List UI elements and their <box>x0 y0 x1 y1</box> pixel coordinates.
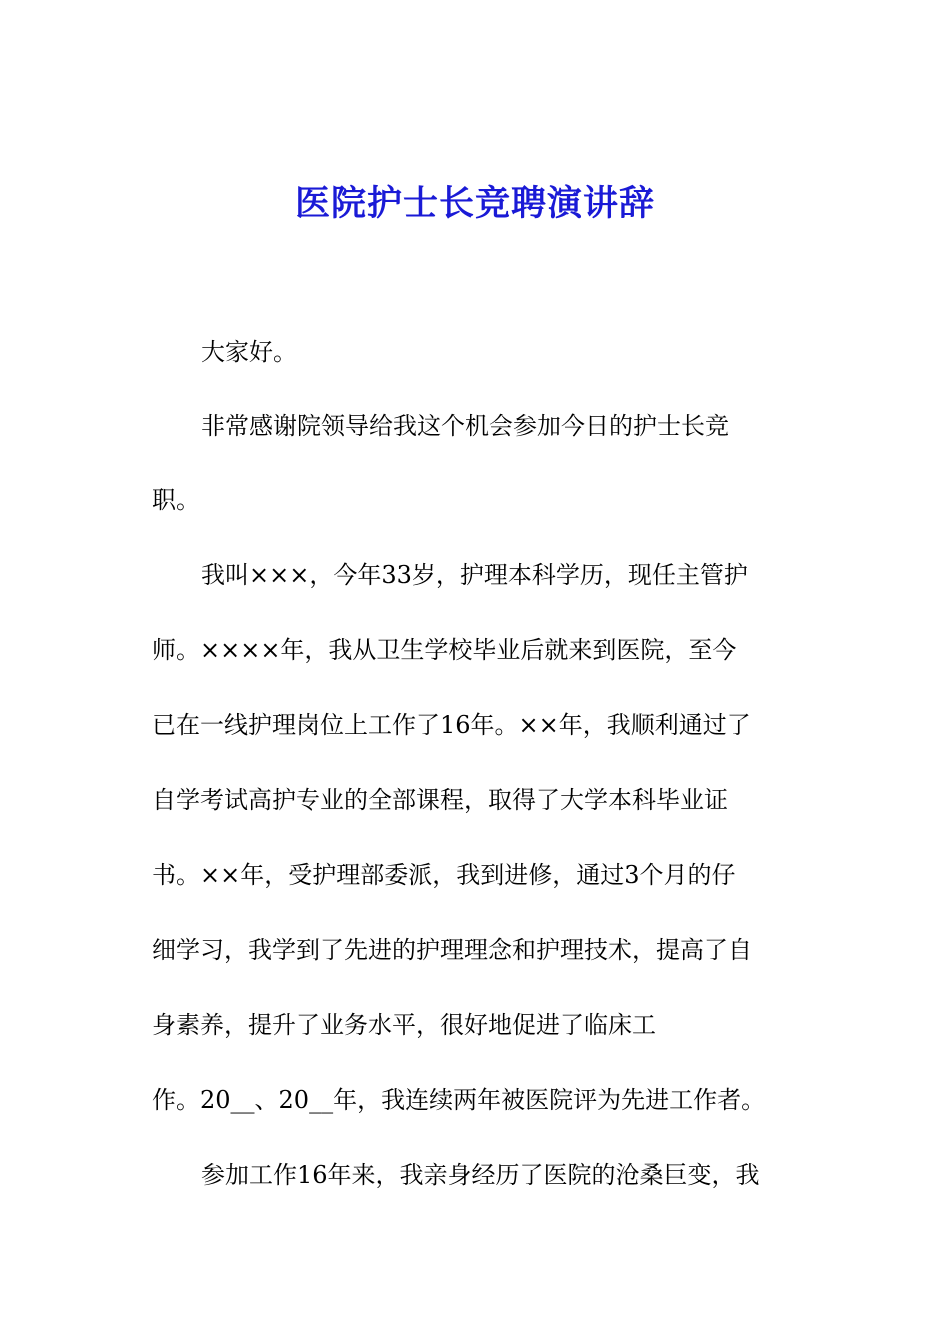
paragraph-line: 参加工作16年来，我亲身经历了医院的沧桑巨变，我 <box>201 1161 760 1189</box>
paragraph-line: 作。20__、20__年，我连续两年被医院评为先进工作者。 <box>152 1086 766 1114</box>
paragraph-line: 书。××年，受护理部委派，我到进修，通过3个月的仔 <box>152 861 736 889</box>
paragraph-line: 细学习，我学到了先进的护理理念和护理技术，提高了自 <box>152 936 752 964</box>
paragraph-line: 身素养，提升了业务水平，很好地促进了临床工 <box>152 1011 656 1039</box>
paragraph-line: 非常感谢院领导给我这个机会参加今日的护士长竞 <box>201 412 729 440</box>
document-title: 医院护士长竞聘演讲辞 <box>294 183 655 224</box>
paragraph-line: 师。××××年，我从卫生学校毕业后就来到医院，至今 <box>152 636 737 664</box>
paragraph-line: 我叫×××，今年33岁，护理本科学历，现任主管护 <box>201 561 748 589</box>
paragraph-line: 已在一线护理岗位上工作了16年。××年，我顺利通过了 <box>152 711 751 739</box>
paragraph-line: 自学考试高护专业的全部课程，取得了大学本科毕业证 <box>152 786 728 814</box>
paragraph-line-greeting: 大家好。 <box>201 338 297 366</box>
paragraph-line: 职。 <box>152 486 200 514</box>
